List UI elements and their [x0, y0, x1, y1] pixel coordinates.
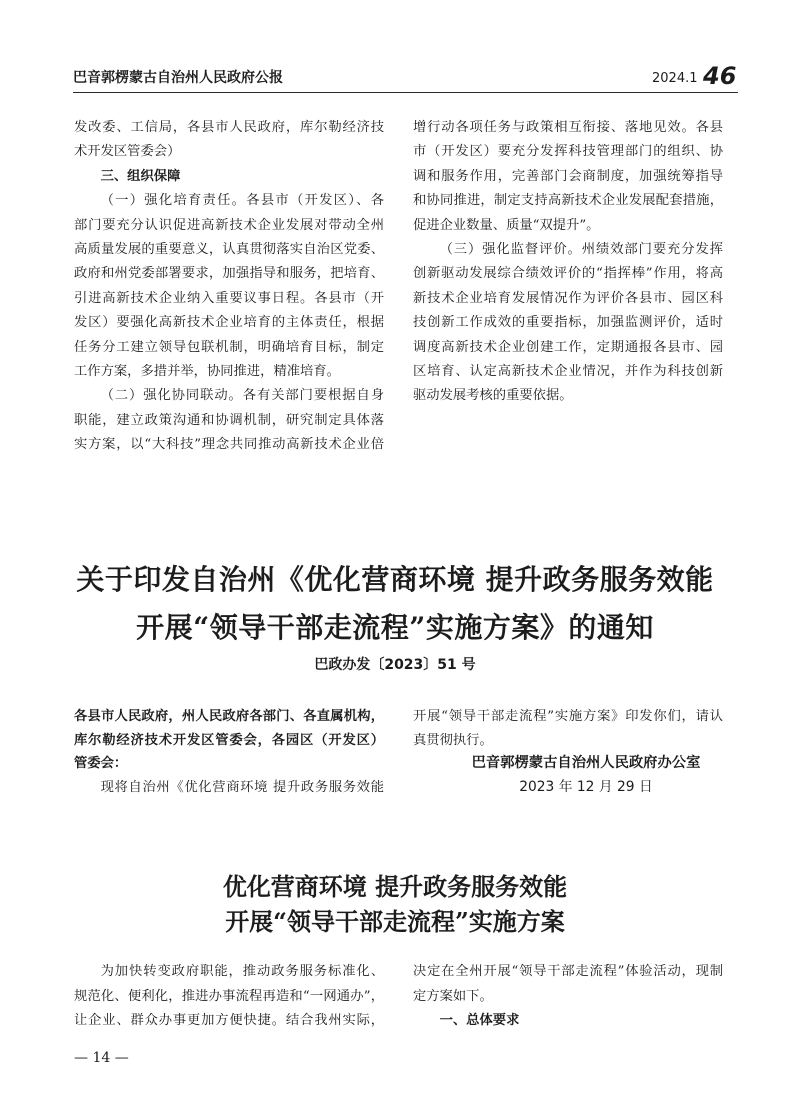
- text-line: 定方案如下。: [413, 988, 493, 1004]
- text-line: 决定在全州开展“领导干部走流程”体验活动，现制: [413, 964, 723, 979]
- text-line: 市（开发区）要充分发挥科技管理部门的组织、协: [413, 144, 723, 160]
- text-line: 创新驱动发展综合绩效评价的“指挥棒”作用，将高: [413, 266, 723, 282]
- text-line: 实方案，以“大科技”理念共同推动高新技术企业倍: [74, 437, 384, 453]
- issue-number: 2024.1: [652, 71, 698, 86]
- text-line: 部门要充分认识促进高新技术企业发展对带动全州: [74, 217, 384, 233]
- text-line: 促进企业数量、质量“双提升”。: [413, 217, 600, 233]
- notice-right-column: [413, 705, 723, 799]
- text-line: 调度高新技术企业创建工作，定期通报各县市、园: [413, 339, 723, 355]
- text-line: 术开发区管委会）: [74, 144, 181, 160]
- addressee-line: 各县市人民政府，州人民政府各部门、各直属机构，: [74, 709, 384, 724]
- text-line: 区培育、认定高新技术企业情况，并作为科技创新: [413, 363, 723, 379]
- text-line: 职能，建立政策沟通和协调机制，研究制定具体落: [74, 412, 384, 428]
- plan-title-line: 优化营商环境 提升政务服务效能: [222, 872, 568, 901]
- text-line: 调和服务作用，完善部门会商制度，加强统筹指导: [413, 168, 723, 184]
- text-line: 现将自治州《优化营商环境 提升政务服务效能: [100, 779, 384, 795]
- issue-date: 2023 年 12 月 29 日: [519, 778, 653, 795]
- plan-left-column: [74, 960, 384, 1034]
- plan-title-line: 开展“领导干部走流程”实施方案: [225, 907, 565, 936]
- text-line: 发区）要强化高新技术企业培育的主体责任，根据: [74, 315, 384, 331]
- text-line: 引进高新技术企业纳入重要议事日程。各县市（开: [74, 290, 384, 306]
- addressee-line: 库尔勒经济技术开发区管委会，各园区（开发区）: [74, 732, 384, 748]
- addressee-line: 管委会：: [74, 756, 128, 771]
- section-heading-organization: 三、组织保障: [100, 168, 181, 184]
- previous-article-right-column: [413, 116, 723, 409]
- text-line: 增行动各项任务与政策相互衔接、落地见效。各县: [413, 120, 723, 135]
- notice-left-column: [74, 705, 384, 799]
- plan-right-column: [413, 960, 723, 1034]
- text-line: 技创新工作成效的重要指标，加强监测评价，适时: [413, 315, 723, 331]
- text-line: 为加快转变政府职能，推动政务服务标准化、: [100, 964, 384, 979]
- publication-title: 巴音郭楞蒙古自治州人民政府公报: [73, 70, 283, 86]
- text-line: 任务分工建立领导包联机制，明确培育目标，制定: [74, 339, 384, 355]
- text-line: 真贯彻执行。: [413, 732, 493, 748]
- footer-page-number: — 14 —: [74, 1050, 129, 1066]
- notice-title-line: 关于印发自治州《优化营商环境 提升政务服务效能: [76, 563, 714, 596]
- text-line: 开展“领导干部走流程”实施方案》印发你们，请认: [413, 709, 723, 724]
- header-rule: [73, 92, 738, 93]
- text-line: （三）强化监督评价。州绩效部门要充分发挥: [439, 241, 723, 257]
- text-line: 让企业、群众办事更加方便快捷。结合我州实际，: [74, 1013, 384, 1028]
- notice-title: [0, 556, 790, 652]
- text-line: 驱动发展考核的重要依据。: [413, 388, 573, 404]
- text-line: 规范化、便利化，推进办事流程再造和“一网通办”，: [74, 988, 384, 1004]
- text-line: （一）强化培育责任。各县市（开发区）、各: [100, 193, 384, 209]
- text-line: 发改委、工信局，各县市人民政府，库尔勒经济技: [74, 120, 384, 135]
- section-heading-general-requirements: 一、总体要求: [439, 1013, 520, 1028]
- text-line: 和协同推进，制定支持高新技术企业发展配套措施，: [413, 193, 723, 209]
- text-line: 政府和州党委部署要求，加强指导和服务，把培育、: [74, 266, 384, 282]
- text-line: （二）强化协同联动。各有关部门要根据自身: [100, 388, 384, 404]
- text-line: 高质量发展的重要意义，认真贯彻落实自治区党委、: [74, 241, 384, 257]
- text-line: 新技术企业培育发展情况作为评价各县市、园区科: [413, 290, 723, 306]
- header-page-number: 46: [703, 62, 737, 90]
- notice-title-line: 开展“领导干部走流程”实施方案》的通知: [136, 611, 654, 644]
- document-number: 巴政办发〔2023〕51 号: [314, 657, 476, 673]
- plan-title: [0, 869, 790, 939]
- previous-article-left-column: [74, 116, 384, 457]
- issuing-office: 巴音郭楞蒙古自治州人民政府办公室: [471, 755, 701, 771]
- text-line: 工作方案，多措并举，协同推进，精准培育。: [74, 363, 340, 379]
